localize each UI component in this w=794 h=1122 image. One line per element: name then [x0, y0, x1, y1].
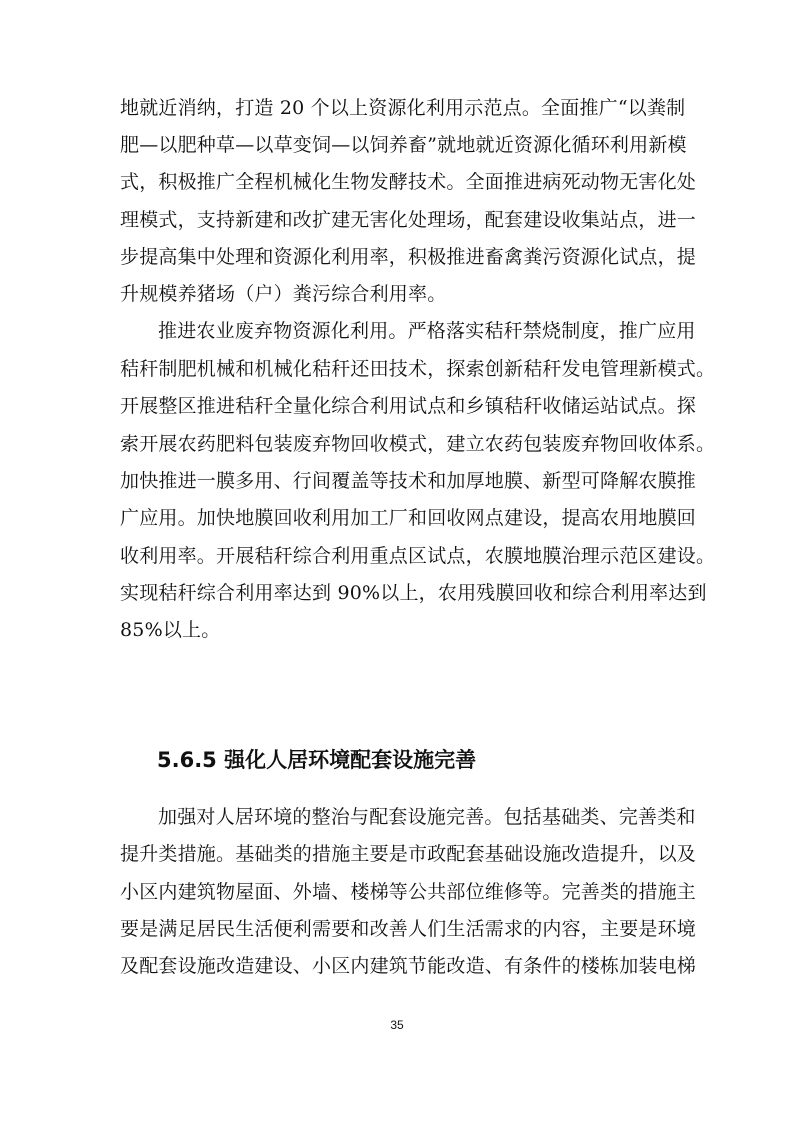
paragraph-1-line-6: 升规模养猪场（户）粪污综合利用率。	[120, 283, 447, 305]
paragraph-1-line-5: 步提高集中处理和资源化利用率，积极推进畜禽粪污资源化试点，提	[120, 246, 697, 268]
paragraph-3-line-5: 及配套设施改造建设、小区内建筑节能改造、有条件的楼栋加装电梯	[120, 955, 697, 977]
paragraph-2-line-6: 广应用。加快地膜回收利用加工厂和回收网点建设，提高农用地膜回	[120, 507, 697, 529]
paragraph-1-line-4: 理模式，支持新建和改扩建无害化处理场，配套建设收集站点，进一	[120, 209, 697, 231]
paragraph-2-line-4: 索开展农药肥料包装废弃物回收模式，建立农药包装废弃物回收体系。	[120, 433, 716, 455]
paragraph-2-line-7: 收利用率。开展秸秆综合利用重点区试点，农膜地膜治理示范区建设。	[120, 545, 716, 567]
page-number: 35	[390, 1018, 404, 1032]
paragraph-3-line-2: 提升类措施。基础类的措施主要是市政配套基础设施改造提升，以及	[120, 843, 697, 865]
paragraph-3-line-3: 小区内建筑物屋面、外墙、楼梯等公共部位维修等。完善类的措施主	[120, 881, 697, 903]
paragraph-3-line-1: 加强对人居环境的整治与配套设施完善。包括基础类、完善类和	[158, 806, 696, 828]
paragraph-2-line-8: 实现秸秆综合利用率达到 90%以上，农用残膜回收和综合利用率达到	[120, 582, 707, 604]
paragraph-2-line-2: 秸秆制肥机械和机械化秸秆还田技术，探索创新秸秆发电管理新模式。	[120, 358, 716, 380]
paragraph-2-line-5: 加快推进一膜多用、行间覆盖等技术和加厚地膜、新型可降解农膜推	[120, 470, 697, 492]
paragraph-2-line-9: 85%以上。	[120, 619, 221, 641]
paragraph-2-line-3: 开展整区推进秸秆全量化综合利用试点和乡镇秸秆收储运站试点。探	[120, 395, 697, 417]
paragraph-3-line-4: 要是满足居民生活便利需要和改善人们生活需求的内容，主要是环境	[120, 918, 697, 940]
paragraph-1-line-3: 式，积极推广全程机械化生物发酵技术。全面推进病死动物无害化处	[120, 171, 697, 193]
paragraph-1-line-2: 肥—以肥种草—以草变饲—以饲养畜”就地就近资源化循环利用新模	[120, 134, 687, 156]
paragraph-2-line-1: 推进农业废弃物资源化利用。严格落实秸秆禁烧制度，推广应用	[158, 320, 696, 342]
paragraph-1-line-1: 地就近消纳，打造 20 个以上资源化利用示范点。全面推广“以粪制	[120, 97, 686, 119]
section-heading: 5.6.5 强化人居环境配套设施完善	[157, 748, 477, 772]
